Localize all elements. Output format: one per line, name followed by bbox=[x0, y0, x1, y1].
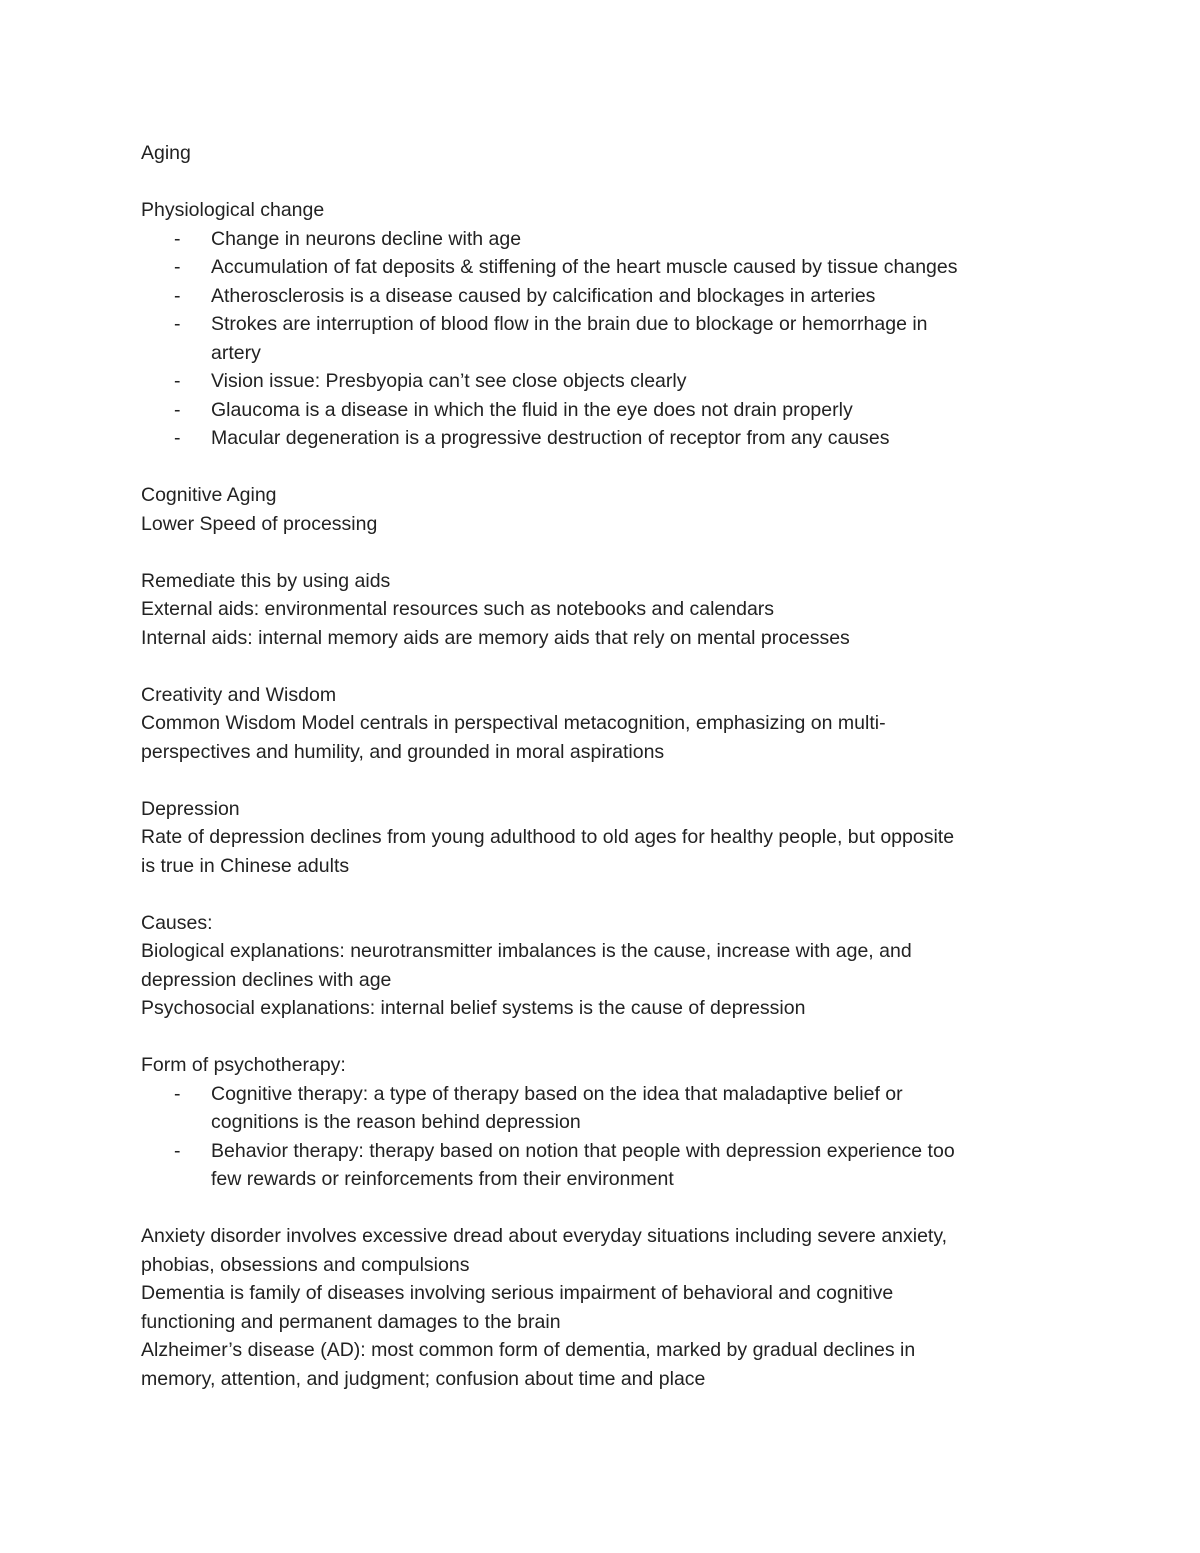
cognitive-text: Lower Speed of processing bbox=[141, 512, 378, 535]
list-item-line: Change in neurons decline with age bbox=[211, 227, 522, 250]
bullet-dash: - bbox=[174, 1139, 181, 1162]
spacer bbox=[141, 766, 1051, 795]
alzheimers-text-line: Alzheimer’s disease (AD): most common form of dementia, marked by gradual declines in bbox=[141, 1339, 916, 1361]
list-item-text bbox=[211, 396, 1051, 425]
list-item-text bbox=[211, 310, 1051, 367]
wisdom-text-line: Common Wisdom Model centrals in perspectival metacognition, emphasizing on multi- bbox=[141, 712, 886, 734]
list-item-line: Vision issue: Presbyopia can’t see close objects clearly bbox=[211, 370, 687, 392]
list-item-text bbox=[211, 424, 1051, 453]
bullet-dash: - bbox=[174, 256, 181, 278]
aids-heading: Remediate this by using aids bbox=[141, 569, 391, 592]
dementia-text-line: functioning and permanent damages to the brain bbox=[141, 1310, 561, 1333]
list-item-text bbox=[211, 1137, 1051, 1194]
physiological-heading: Physiological change bbox=[141, 199, 325, 221]
list-item-line: Macular degeneration is a progressive destruction of receptor from any causes bbox=[211, 427, 890, 449]
bullet-dash: - bbox=[174, 313, 181, 335]
list-item bbox=[141, 396, 1051, 425]
list-item bbox=[141, 1080, 1051, 1137]
bullet-dash: - bbox=[174, 427, 181, 449]
depression-heading: Depression bbox=[141, 797, 240, 820]
list-item bbox=[141, 1137, 1051, 1194]
causes-heading: Causes: bbox=[141, 911, 213, 934]
list-item-text bbox=[211, 367, 1051, 396]
physiological-list bbox=[141, 225, 1051, 453]
list-item-line: cognitions is the reason behind depression bbox=[211, 1111, 581, 1133]
bullet-dash: - bbox=[174, 227, 181, 250]
dementia-text-line: Dementia is family of diseases involving serious impairment of behavioral and cognitive bbox=[141, 1282, 894, 1304]
cognitive-heading: Cognitive Aging bbox=[141, 484, 277, 506]
spacer bbox=[141, 168, 1051, 197]
list-item bbox=[141, 424, 1051, 453]
depression-text-line: Rate of depression declines from young adulthood to old ages for healthy people, but opposite bbox=[141, 826, 955, 848]
list-item-line: artery bbox=[211, 341, 261, 364]
bullet-dash: - bbox=[174, 284, 181, 307]
list-item-text bbox=[211, 1080, 1051, 1137]
list-item-line: Atherosclerosis is a disease caused by calcification and blockages in arteries bbox=[211, 284, 876, 307]
bullet-dash: - bbox=[174, 1082, 181, 1105]
internal-aids-text: Internal aids: internal memory aids are memory aids that rely on mental processes bbox=[141, 626, 850, 649]
wisdom-text-line: perspectives and humility, and grounded in moral aspirations bbox=[141, 740, 665, 763]
spacer bbox=[141, 880, 1051, 909]
bullet-dash: - bbox=[174, 370, 181, 392]
depression-text-line: is true in Chinese adults bbox=[141, 854, 350, 877]
bullet-dash: - bbox=[174, 398, 181, 421]
anxiety-text-line: Anxiety disorder involves excessive dread about everyday situations including severe anxiety, bbox=[141, 1225, 948, 1247]
spacer bbox=[141, 453, 1051, 482]
psychotherapy-list bbox=[141, 1080, 1051, 1194]
anxiety-text-line: phobias, obsessions and compulsions bbox=[141, 1253, 470, 1276]
list-item-line: Cognitive therapy: a type of therapy based on the idea that maladaptive belief or bbox=[211, 1082, 903, 1105]
document-title: Aging bbox=[141, 142, 191, 164]
wisdom-heading: Creativity and Wisdom bbox=[141, 683, 337, 706]
alzheimers-text-line: memory, attention, and judgment; confusion about time and place bbox=[141, 1367, 706, 1390]
list-item-line: Accumulation of fat deposits & stiffening of the heart muscle caused by tissue changes bbox=[211, 256, 958, 278]
biological-text-line: depression declines with age bbox=[141, 968, 392, 991]
biological-text-line: Biological explanations: neurotransmitter imbalances is the cause, increase with age, and bbox=[141, 940, 912, 962]
list-item-line: few rewards or reinforcements from their environment bbox=[211, 1168, 674, 1190]
document-page bbox=[141, 139, 1051, 1393]
list-item bbox=[141, 310, 1051, 367]
list-item-line: Strokes are interruption of blood flow in the brain due to blockage or hemorrhage in bbox=[211, 313, 928, 335]
list-item bbox=[141, 367, 1051, 396]
spacer bbox=[141, 1023, 1051, 1052]
spacer bbox=[141, 538, 1051, 567]
list-item-line: Behavior therapy: therapy based on notion that people with depression experience too bbox=[211, 1139, 955, 1162]
list-item bbox=[141, 282, 1051, 311]
external-aids-text: External aids: environmental resources such as notebooks and calendars bbox=[141, 598, 775, 620]
list-item bbox=[141, 225, 1051, 254]
list-item-line: Glaucoma is a disease in which the fluid in the eye does not drain properly bbox=[211, 398, 853, 421]
spacer bbox=[141, 652, 1051, 681]
spacer bbox=[141, 1194, 1051, 1223]
list-item-text bbox=[211, 282, 1051, 311]
list-item bbox=[141, 253, 1051, 282]
list-item-text bbox=[211, 253, 1051, 282]
psychosocial-text: Psychosocial explanations: internal belief systems is the cause of depression bbox=[141, 997, 806, 1019]
list-item-text bbox=[211, 225, 1051, 254]
psychotherapy-heading: Form of psychotherapy: bbox=[141, 1054, 346, 1076]
